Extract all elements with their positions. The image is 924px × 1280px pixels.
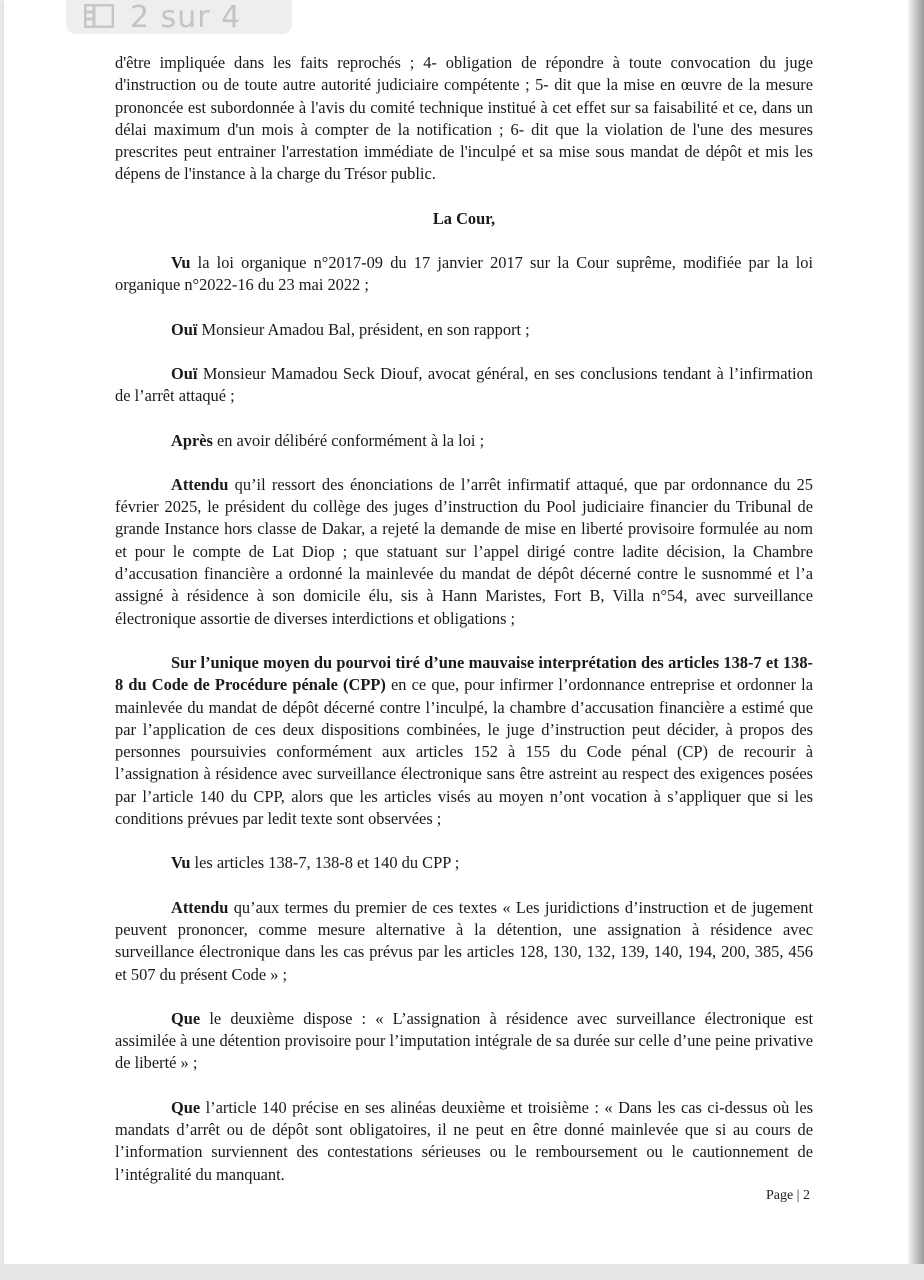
paragraph-lead: Que [171,1008,201,1028]
paragraph-moyen [115,652,813,830]
paragraph-text: le deuxième dispose : « L’assignation à résidence avec surveillance électronique est assimilée à une détention provisoire pour l’imputation intégrale de sa durée sur celle d’une peine privative de liberté » ; [115,1008,813,1073]
paragraph-lead: Vu [171,253,191,273]
paragraph-que-deuxieme [115,1008,813,1075]
paragraph-lead: Que [171,1097,201,1117]
paragraph-text: les articles 138-7, 138-8 et 140 du CPP ; [190,853,460,873]
paragraph-lead: Ouï [171,363,198,383]
paragraph-lead: Ouï [171,319,198,339]
paragraph-text: la loi organique n°2017-09 du 17 janvier 2017 sur la Cour suprême, modifiée par la loi organique n°2022-16 du 23 mai 2022 ; [115,253,813,295]
paragraph-text: Monsieur Mamadou Seck Diouf, avocat général, en ses conclusions tendant à l’infirmation de l’arrêt attaqué ; [115,363,813,406]
paragraph-text: en ce que, pour infirmer l’ordonnance entreprise et ordonner la mainlevée du mandat de dépôt décerné contre l’inculpé, la chambre d’accusation financière a estimé que par l’application de ces deux dispositions combinées, le juge d’instruction peut décider, à propos des personnes poursuivies conformément aux articles 152 à 155 du Code pénal (CP) de recourir à l’assignation à résidence avec surveillance électronique sans être astreint au respect des exigences posées par l’article 140 du CPP, alors que les articles visés au moyen n’ont vocation à s’appliquer que si les conditions prévues par ledit texte sont observées ; [115,675,813,829]
section-heading: La Cour, [432,208,496,228]
paragraph-continued: d'être impliquée dans les faits reprochés ; 4- obligation de répondre à toute convocation du juge d'instruction ou de toute autre autorité judiciaire compétente ; 5- dit que la mise en œuvre de la mesure prononcée est subordonnée à l'avis du comité technique institué à cet effet sur sa faisabilité et ce, dans un délai maximum d'un mois à compter de la notification ; 6- dit que la violation de l'une des mesures prescrites peut entrainer l'arrestation immédiate de l'inculpé et sa mise sous mandat de dépôt et mis les dépens de l'instance à la charge du Trésor public. [115,53,813,184]
paragraph-lead: Attendu [171,897,229,917]
paragraph-lead: Attendu [171,474,229,494]
viewer-bottom-edge [0,1264,924,1280]
paragraph-attendu-textes [115,897,813,986]
document-page [4,0,908,1264]
paragraph-lead: Après [171,430,213,450]
paragraph-text: en avoir délibéré conformément à la loi ; [212,430,485,450]
page-indicator-text: 2 sur 4 [130,0,242,35]
paragraph-text: Monsieur Amadou Bal, président, en son rapport ; [197,319,530,339]
paragraph-lead: Sur l’unique moyen du pourvoi tiré d’une mauvaise interprétation des articles 138-7 et 138-8 du Code de Procédure pénale (CPP) [115,652,813,695]
paragraph-que-article-140 [115,1097,813,1186]
paragraph-oui-avocat [115,363,813,408]
paragraph-apres [115,430,813,452]
paragraph-oui-president [115,319,813,341]
paragraph-attendu-faits [115,474,813,630]
page-number-footer: Page | 2 [765,1188,810,1203]
paragraph-lead: Vu [171,853,191,873]
page-indicator [66,0,292,34]
paragraph-text: qu’il ressort des énonciations de l’arrêt infirmatif attaqué, que par ordonnance du 25 février 2025, le président du collège des juges d’instruction du Pool judiciaire financier du Tribunal de grande Instance hors classe de Dakar, a rejeté la demande de mise en liberté provisoire formulée au nom et pour le compte de Lat Diop ; que statuant sur l’appel dirigé contre ladite décision, la Chambre d’accusation financière a ordonné la mainlevée du mandat de dépôt décerné contre le susnommé et l’a assigné à résidence à son domicile élu, sis à Hann Maristes, Fort B, Villa n°54, avec surveillance électronique assortie de diverses interdictions et obligations ; [115,474,813,628]
page-grid-icon [84,1,114,25]
viewer-scroll-edge [908,0,924,1280]
paragraph-vu-loi [115,252,813,297]
paragraph-text: qu’aux termes du premier de ces textes « Les juridictions d’instruction et de jugement peuvent prononcer, comme mesure alternative à la détention, une assignation à résidence avec surveillance électronique dans les cas prévus par les articles 128, 130, 132, 139, 140, 194, 200, 385, 456 et 507 du présent Code » ; [115,897,813,984]
paragraph-vu-articles [115,852,813,874]
paragraph-text: l’article 140 précise en ses alinéas deuxième et troisième : « Dans les cas ci-dessus où les mandats d’arrêt ou de dépôt sont obligatoires, il ne peut en être donné mainlevée que si au cours de l’information surviennent des contestations sérieuses ou le remboursement ou le cautionnement de l’intégralité du manquant. [115,1097,813,1184]
document-body [115,52,813,1208]
